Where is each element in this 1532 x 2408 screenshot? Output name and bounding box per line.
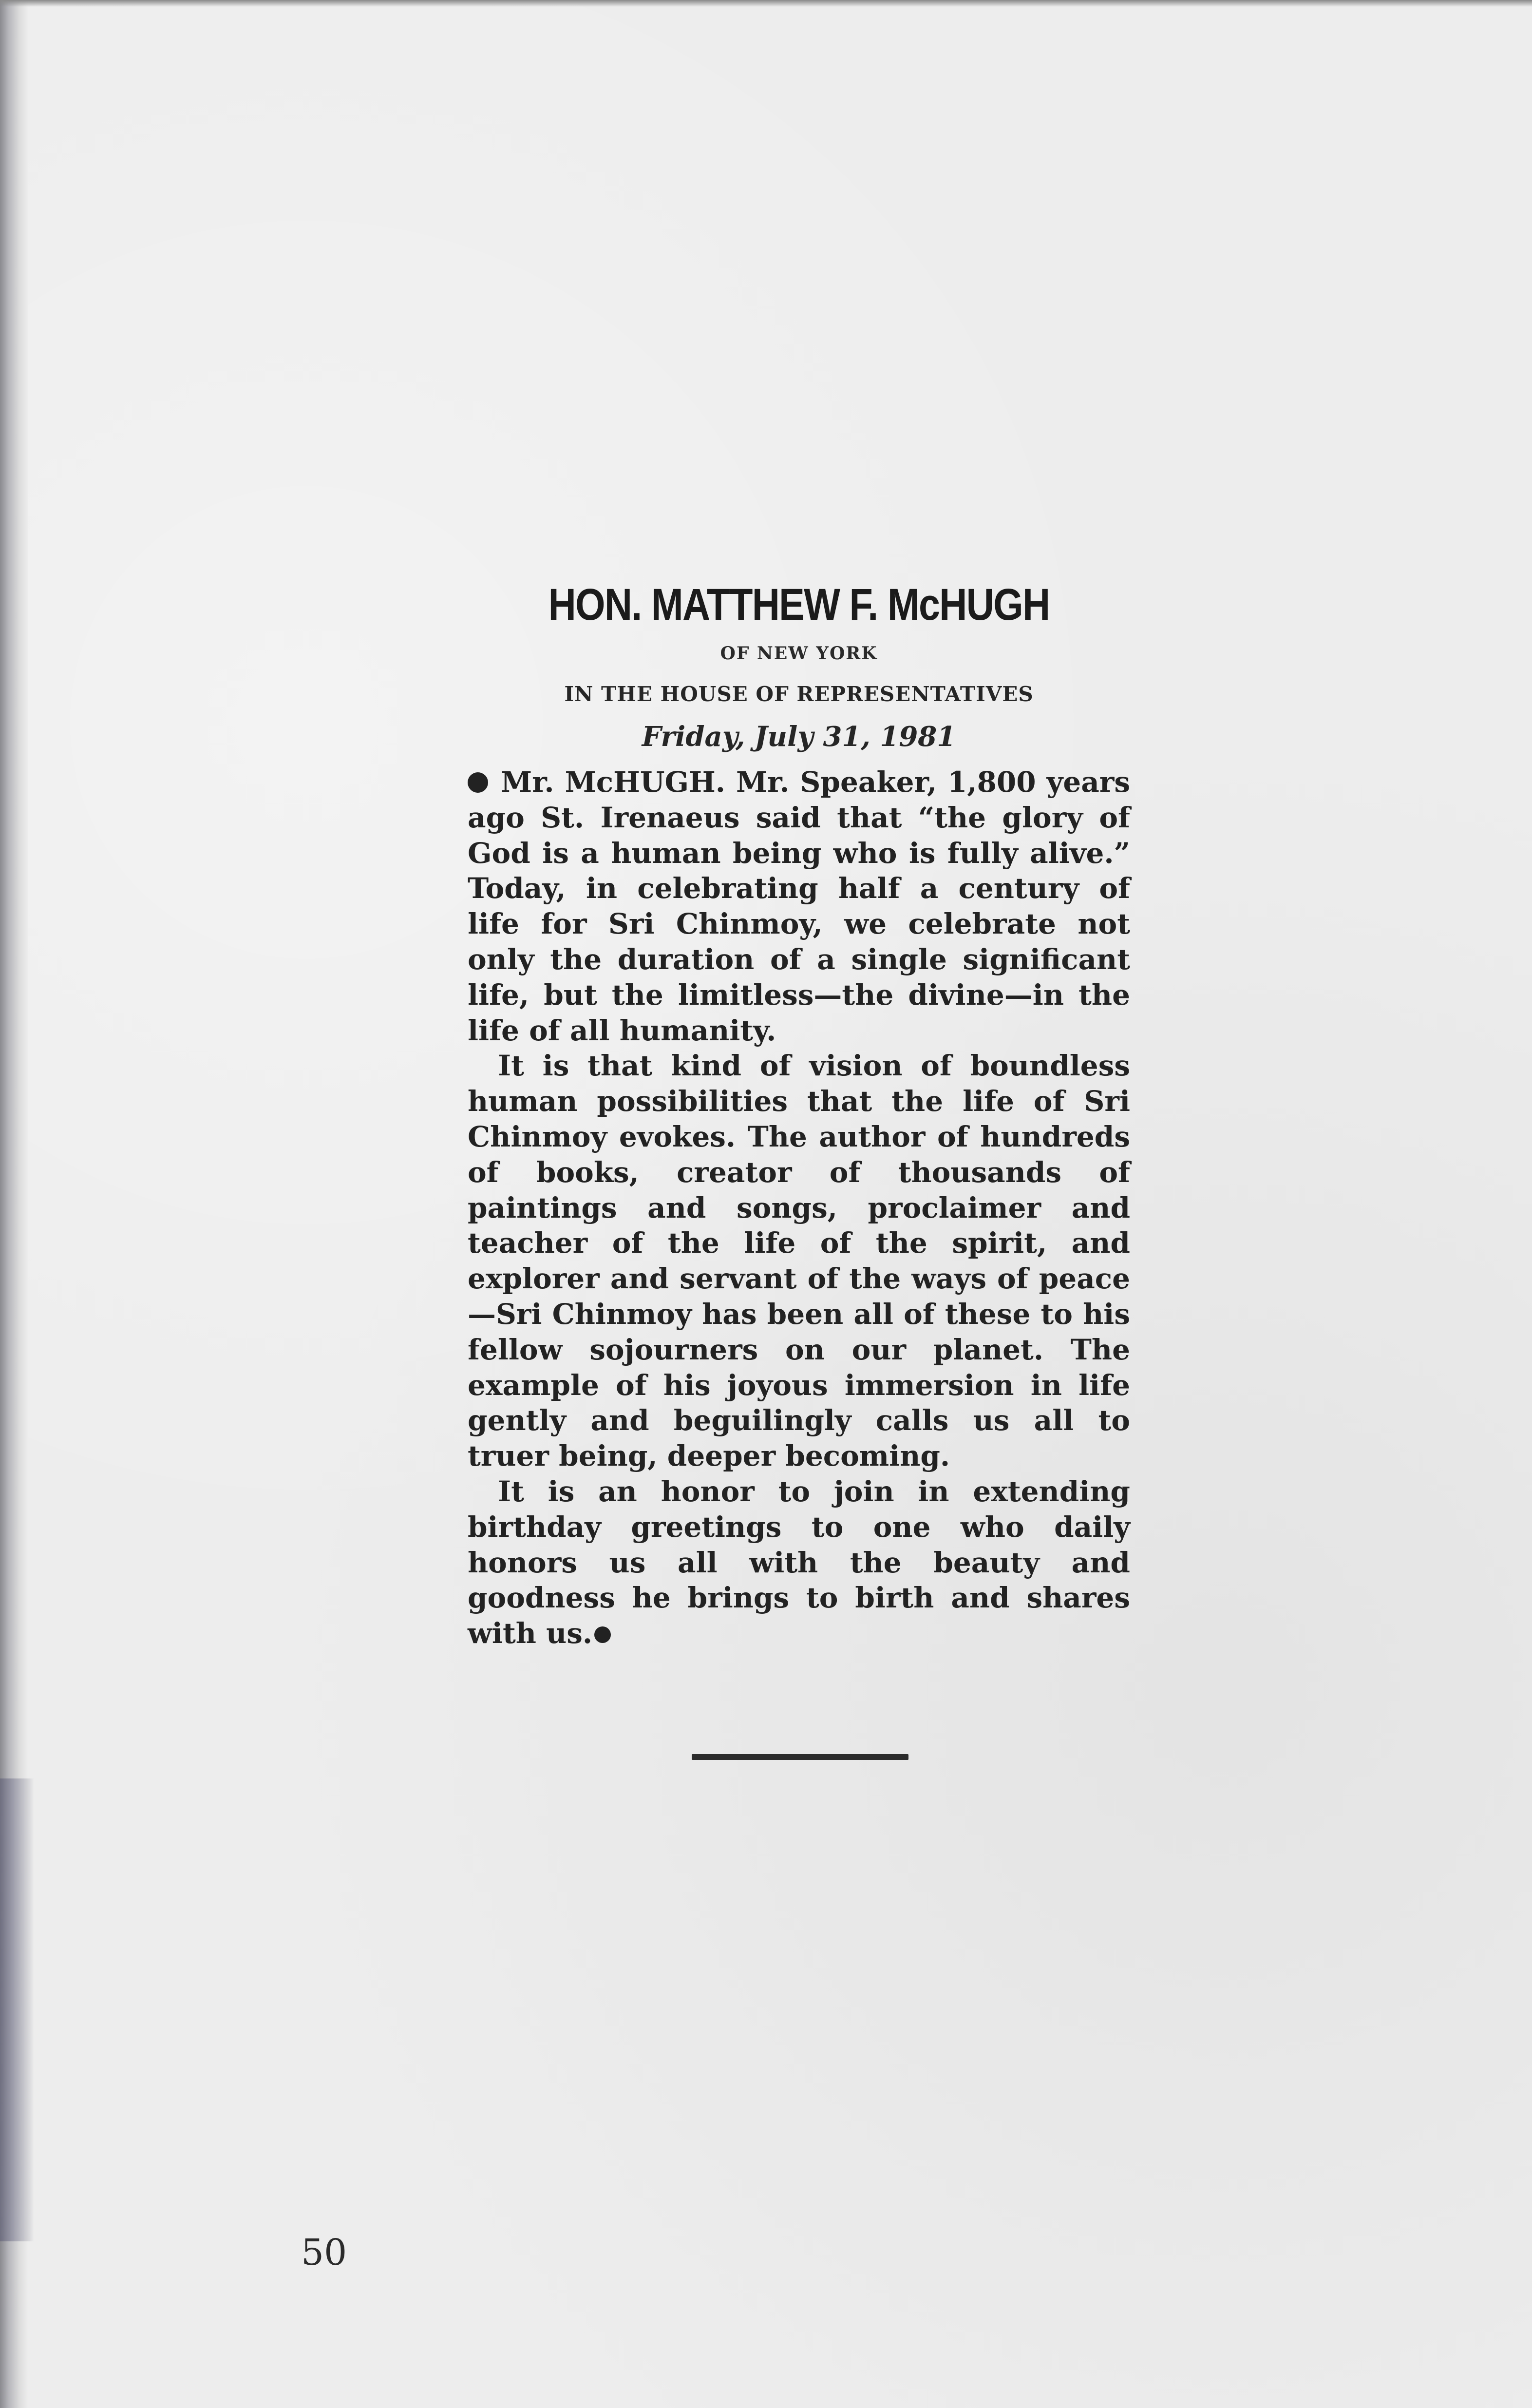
state-line: OF NEW YORK [720,643,878,664]
divider-rule [692,1754,908,1760]
start-bullet-icon [468,772,488,793]
article-title: HON. MATTHEW F. McHUGH [548,580,1050,630]
speech-date: Friday, July 31, 1981 [642,721,956,753]
scan-left-edge-shadow [0,1778,34,2241]
end-bullet-icon [594,1626,611,1643]
paragraph-2 [468,1048,1130,1474]
paragraph-1-text: Mr. McHUGH. Mr. Speaker, 1,800 years ago St. Irenaeus said that “the glory of God is a human being who is fully alive.” Today, in celebrating half a century of life for Sri Chinmoy, we celebrate not only the duration of a single significant life, but the limitless—the divine—in the life of all humanity. [468,765,1130,1047]
paragraph-2-text: It is that kind of vision of boundless human possibilities that the life of Sri Chinmoy evokes. The author of hundreds of books, creator of thousands of paintings and songs, proclaimer and teacher of the life of the spirit, and explorer and servant of the ways of peace—Sri Chinmoy has been all of these to his fellow sojourners on our planet. The example of his joyous immersion in life gently and beguilingly calls us all to truer being, deeper becoming. [468,1049,1130,1473]
article [468,577,1130,1651]
paragraph-3-text: It is an honor to join in extending birthday greetings to one who daily honors us all with the beauty and goodness he brings to birth and shares with us. [468,1474,1130,1650]
scan-top-edge [0,0,1532,7]
article-body [468,764,1130,1651]
paragraph-1 [468,764,1130,1048]
paragraph-3 [468,1474,1130,1651]
house-line: IN THE HOUSE OF REPRESENTATIVES [564,682,1034,706]
page-number: 50 [301,2232,347,2274]
